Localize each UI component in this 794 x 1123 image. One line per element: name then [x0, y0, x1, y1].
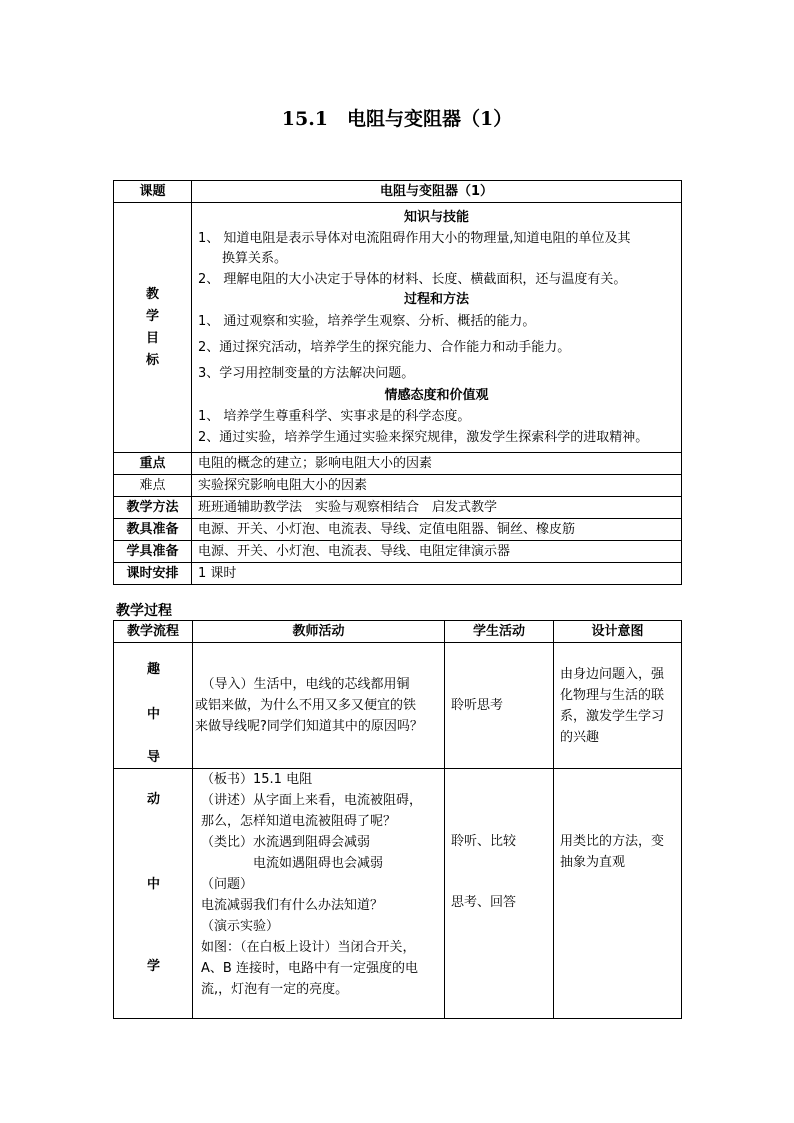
student-activity: 聆听思考 [445, 643, 554, 769]
design-intent: 用类比的方法，变 抽象为直观 [554, 769, 682, 1019]
objective-item: 1、 知道电阻是表示导体对电流阻碍作用大小的物理量,知道电阻的单位及其 [198, 230, 631, 246]
method-value: 班班通辅助教学法 实验与观察相结合 启发式教学 [192, 497, 682, 519]
column-header: 教师活动 [193, 621, 445, 643]
objective-item: 2、通过实验，培养学生通过实验来探究规律，激发学生探索科学的进取精神。 [198, 429, 649, 445]
column-header: 学生活动 [445, 621, 554, 643]
column-header: 教学流程 [114, 621, 193, 643]
teacher-activity: （板书）15.1 电阻 （讲述）从字面上来看，电流被阻碍， 那么，怎样知道电流被阻碍了呢？ （类比）水流遇到阻碍会减弱 电流如遇阻碍也会减弱 （问题） 电流减弱我们有什么办法知道？ （演示实验） 如图：（在白板上设计）当闭合开关， A、B 连接时，电路中有一定强度的电 流,，灯泡有一定的亮度。 [193, 769, 445, 1019]
lesson-overview-table [113, 180, 682, 585]
process-table [113, 620, 682, 1019]
process-heading: 教学过程 [116, 603, 172, 619]
objective-item: 1、 培养学生尊重科学、实事求是的科学态度。 [198, 408, 471, 424]
objectives-label: 教 学 目 标 [114, 203, 192, 453]
objective-heading: 过程和方法 [403, 291, 469, 307]
difficulty-value: 实验探究影响电阻大小的因素 [192, 475, 682, 497]
column-header: 设计意图 [554, 621, 682, 643]
teacher-activity: （导入）生活中，电线的芯线都用铜 或铝来做，为什么不用又多又便宜的铁 来做导线呢?同学们知道其中的原因吗？ [193, 643, 445, 769]
student-activity: 聆听、比较 思考、回答 [445, 769, 554, 1019]
objective-heading: 知识与技能 [403, 209, 469, 225]
teaching-aids-label: 教具准备 [114, 519, 192, 541]
student-aids-value: 电源、开关、小灯泡、电流表、导线、电阻定律演示器 [192, 541, 682, 563]
page-title: 15.1 电阻与变阻器（1） [281, 108, 513, 130]
objective-item: 1、 通过观察和实验，培养学生观察、分析、概括的能力。 [198, 313, 536, 329]
difficulty-label: 难点 [114, 475, 192, 497]
design-intent: 由身边问题入，强 化物理与生活的联 系，激发学生学习 的兴趣 [554, 643, 682, 769]
teaching-aids-value: 电源、开关、小灯泡、电流表、导线、定值电阻器、铜丝、橡皮筋 [192, 519, 682, 541]
key-point-label: 重点 [114, 453, 192, 475]
objective-heading: 情感态度和价值观 [384, 387, 489, 403]
schedule-value: 1 课时 [192, 563, 682, 585]
objective-item: 2、 理解电阻的大小决定于导体的材料、长度、横截面积，还与温度有关。 [198, 271, 627, 287]
objectives-content [192, 203, 682, 453]
objective-item-cont: 换算关系。 [222, 250, 288, 266]
topic-value: 电阻与变阻器（1） [192, 181, 682, 203]
objective-item: 2、通过探究活动，培养学生的探究能力、合作能力和动手能力。 [198, 339, 571, 355]
topic-label: 课题 [114, 181, 192, 203]
student-aids-label: 学具准备 [114, 541, 192, 563]
objective-item: 3、学习用控制变量的方法解决问题。 [198, 365, 415, 381]
key-point-value: 电阻的概念的建立；影响电阻大小的因素 [192, 453, 682, 475]
method-label: 教学方法 [114, 497, 192, 519]
schedule-label: 课时安排 [114, 563, 192, 585]
stage-label: 动 中 学 [114, 769, 193, 1019]
stage-label: 趣 中 导 [114, 643, 193, 769]
